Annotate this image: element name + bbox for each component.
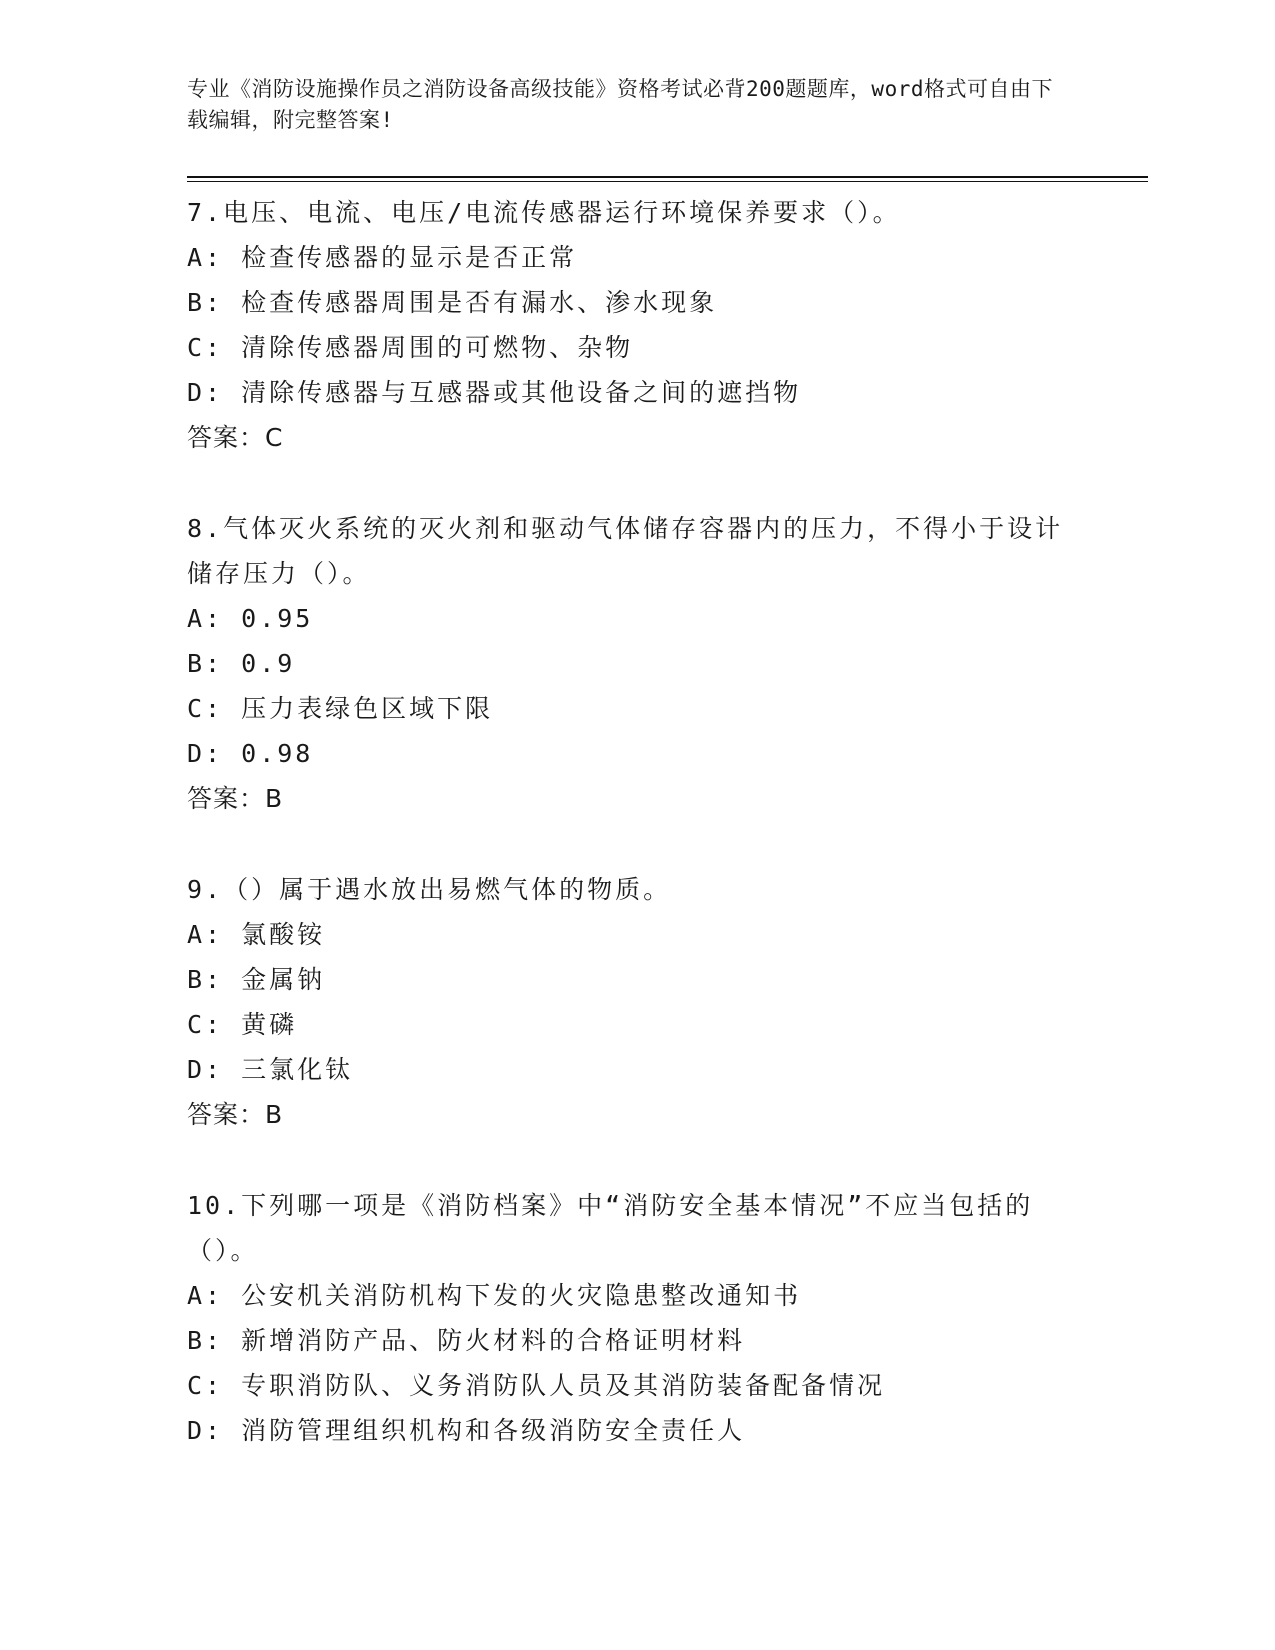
answer-line: 答案：B <box>187 784 284 813</box>
question-stem: 7.电压、电流、电压/电流传感器运行环境保养要求（）。 <box>187 198 901 227</box>
question-stem: 8.气体灭火系统的灭火剂和驱动气体储存容器内的压力，不得小于设计储存压力（）。 <box>187 514 1064 588</box>
option-c: C: 黄磷 <box>187 1010 298 1039</box>
option-d: D: 0.98 <box>187 739 314 768</box>
option-a: A: 0.95 <box>187 604 314 633</box>
answer-line: 答案：C <box>187 423 284 452</box>
question-9 <box>187 867 1087 1137</box>
option-b: B: 新增消防产品、防火材料的合格证明材料 <box>187 1326 746 1355</box>
option-c: C: 压力表绿色区域下限 <box>187 694 494 723</box>
question-8 <box>187 506 1087 821</box>
option-a: A: 公安机关消防机构下发的火灾隐患整改通知书 <box>187 1281 802 1310</box>
question-7 <box>187 190 1087 460</box>
question-10 <box>187 1183 1087 1453</box>
option-a: A: 氯酸铵 <box>187 920 326 949</box>
question-stem: 10.下列哪一项是《消防档案》中“消防安全基本情况”不应当包括的（）。 <box>187 1191 1034 1265</box>
option-a: A: 检查传感器的显示是否正常 <box>187 243 578 272</box>
option-d: D: 消防管理组织机构和各级消防安全责任人 <box>187 1416 746 1445</box>
option-d: D: 清除传感器与互感器或其他设备之间的遮挡物 <box>187 378 802 407</box>
document-header: 专业《消防设施操作员之消防设备高级技能》资格考试必背200题题库，word格式可自由下载编辑，附完整答案! <box>187 77 1053 132</box>
option-b: B: 0.9 <box>187 649 296 678</box>
header-rule-thin <box>187 181 1148 182</box>
option-b: B: 金属钠 <box>187 965 326 994</box>
header-rule-thick <box>187 176 1148 178</box>
option-c: C: 清除传感器周围的可燃物、杂物 <box>187 333 634 362</box>
option-d: D: 三氯化钛 <box>187 1055 354 1084</box>
question-list <box>187 190 1087 1499</box>
answer-line: 答案：B <box>187 1100 284 1129</box>
option-c: C: 专职消防队、义务消防队人员及其消防装备配备情况 <box>187 1371 886 1400</box>
question-stem: 9.（）属于遇水放出易燃气体的物质。 <box>187 875 672 904</box>
option-b: B: 检查传感器周围是否有漏水、渗水现象 <box>187 288 718 317</box>
